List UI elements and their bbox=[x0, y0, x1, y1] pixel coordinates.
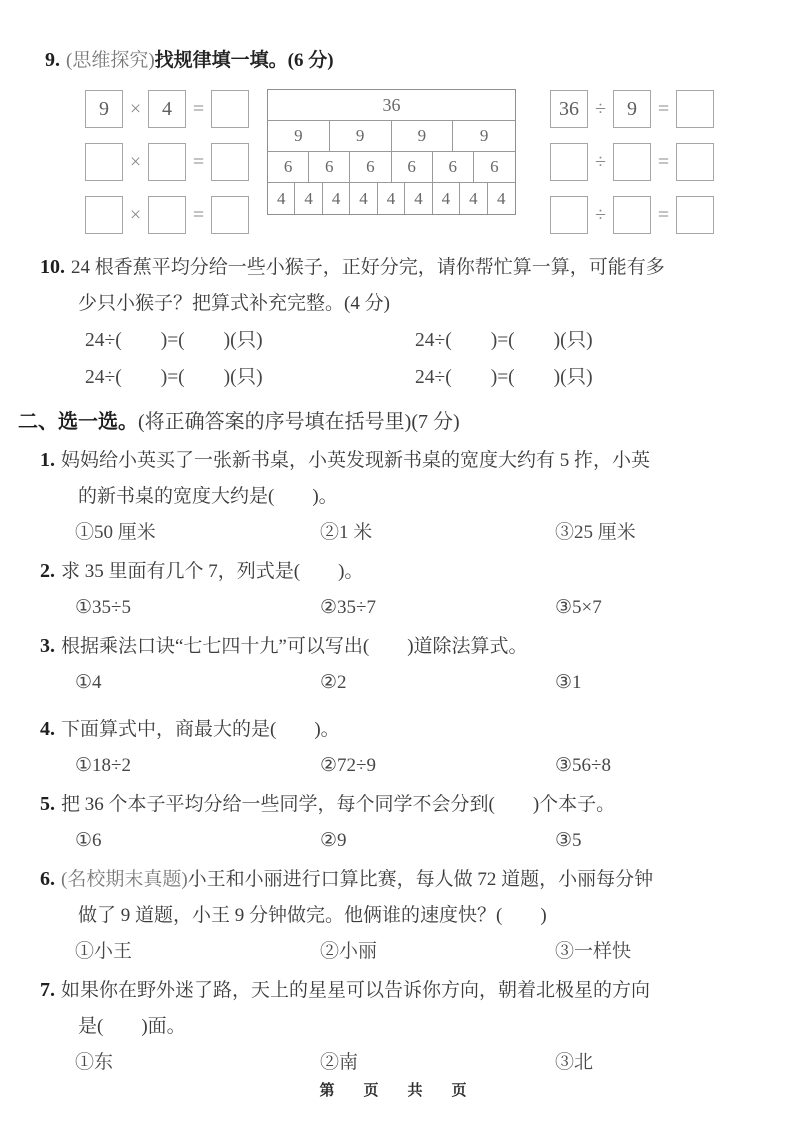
question-number: 1. bbox=[40, 449, 55, 471]
question-line bbox=[78, 1009, 757, 1045]
division-column bbox=[550, 89, 714, 235]
mcq-question-2 bbox=[40, 553, 757, 626]
factor-box: 4 bbox=[148, 90, 186, 128]
options-row bbox=[75, 1045, 757, 1081]
question-text: 24 根香蕉平均分给一些小猴子，正好分完，请你帮忙算一算，可能有多 bbox=[71, 257, 665, 278]
wall-cell-4: 4 bbox=[460, 183, 487, 214]
question-text: 把 36 个本子平均分给一些同学，每个同学不会分到( )个本子。 bbox=[61, 794, 616, 815]
mcq-question-6 bbox=[40, 861, 757, 970]
wall-cell-9: 9 bbox=[392, 121, 454, 152]
question-number: 2. bbox=[40, 560, 55, 582]
option-1: ①6 bbox=[75, 830, 102, 851]
option-1: ①东 bbox=[75, 1052, 114, 1073]
division-blank-equation: 24÷( )=( )(只) bbox=[415, 330, 593, 351]
multiplication-equation-row bbox=[85, 142, 249, 182]
equals-sign: = bbox=[192, 97, 205, 120]
mcq-question-7 bbox=[40, 972, 757, 1081]
divide-sign: ÷ bbox=[595, 203, 606, 226]
division-equation-row bbox=[550, 89, 714, 129]
factor-box bbox=[85, 196, 123, 234]
wall-cell-4: 4 bbox=[268, 183, 295, 214]
divisor-box bbox=[613, 143, 651, 181]
question-text: 妈妈给小英买了一张新书桌，小英发现新书桌的宽度大约有 5 拃，小英 bbox=[61, 450, 651, 471]
factor-box: 9 bbox=[85, 90, 123, 128]
question-text: 的新书桌的宽度大约是( )。 bbox=[78, 486, 338, 507]
wall-cell-6: 6 bbox=[268, 152, 309, 183]
options-row bbox=[75, 934, 757, 970]
multiply-sign: × bbox=[129, 150, 142, 173]
wall-cell-6: 6 bbox=[392, 152, 433, 183]
wall-cell-6: 6 bbox=[474, 152, 515, 183]
division-equation-row bbox=[550, 142, 714, 182]
option-3: ③1 bbox=[555, 672, 582, 693]
equals-sign: = bbox=[657, 97, 670, 120]
factor-box bbox=[148, 196, 186, 234]
question-text bbox=[61, 862, 653, 898]
question-line bbox=[40, 442, 757, 479]
factor-box bbox=[85, 143, 123, 181]
question-number: 7. bbox=[40, 979, 55, 1001]
option-2: ②9 bbox=[320, 830, 347, 851]
option-3: ③北 bbox=[555, 1052, 594, 1073]
q10-equations bbox=[85, 322, 757, 396]
question-line bbox=[40, 711, 757, 748]
wall-cell-4: 4 bbox=[295, 183, 322, 214]
factor-box bbox=[148, 143, 186, 181]
question-text: 下面算式中，商最大的是( )。 bbox=[61, 719, 340, 740]
question-line bbox=[40, 628, 757, 665]
wall-cell-4: 4 bbox=[433, 183, 460, 214]
division-blank-equation: 24÷( )=( )(只) bbox=[85, 330, 263, 351]
question-text: 是( )面。 bbox=[78, 1016, 186, 1037]
options-row bbox=[75, 590, 757, 626]
question-number: 5. bbox=[40, 793, 55, 815]
question-number: 3. bbox=[40, 635, 55, 657]
wall-cell-6: 6 bbox=[433, 152, 474, 183]
number-wall-table bbox=[267, 89, 516, 215]
division-blank-equation: 24÷( )=( )(只) bbox=[85, 367, 263, 388]
option-2: ②35÷7 bbox=[320, 597, 376, 618]
question-text-rest: 小王和小丽进行口算比赛，每人做 72 道题，小丽每分钟 bbox=[187, 869, 654, 890]
question-line bbox=[40, 972, 757, 1009]
dividend-box: 36 bbox=[550, 90, 588, 128]
mcq-question-5 bbox=[40, 786, 757, 859]
question-9-header bbox=[45, 46, 757, 75]
question-text: 根据乘法口诀“七七四十九”可以写出( )道除法算式。 bbox=[61, 636, 528, 657]
wall-cell-4: 4 bbox=[497, 188, 506, 208]
option-1: ①50 厘米 bbox=[75, 522, 156, 543]
question-line bbox=[40, 861, 757, 898]
section-2-header bbox=[18, 404, 757, 440]
question-line bbox=[40, 786, 757, 823]
question-line bbox=[78, 286, 757, 322]
option-2: ②2 bbox=[320, 672, 347, 693]
division-blank-equation: 24÷( )=( )(只) bbox=[415, 367, 593, 388]
wall-cell-4: 4 bbox=[323, 183, 350, 214]
option-2: ②1 米 bbox=[320, 522, 373, 543]
dividend-box bbox=[550, 143, 588, 181]
section-subtitle: (将正确答案的序号填在括号里)(7 分) bbox=[138, 411, 460, 433]
options-row bbox=[75, 748, 757, 784]
option-1: ①18÷2 bbox=[75, 755, 131, 776]
multiplication-equation-row bbox=[85, 89, 249, 129]
multiplication-equation-row bbox=[85, 195, 249, 235]
equals-sign: = bbox=[192, 150, 205, 173]
question-number: 9. bbox=[45, 49, 60, 71]
question-text: 求 35 里面有几个 7，列式是( )。 bbox=[61, 561, 364, 582]
mcq-question-1 bbox=[40, 442, 757, 551]
option-1: ①4 bbox=[75, 672, 102, 693]
option-1: ①35÷5 bbox=[75, 597, 131, 618]
multiplication-column bbox=[85, 89, 249, 235]
question-title: 找规律填一填。(6 分) bbox=[154, 50, 334, 71]
section-title: 二、选一选。 bbox=[18, 411, 138, 433]
wall-cell-9: 9 bbox=[268, 121, 330, 152]
question-text: 做了 9 道题，小王 9 分钟做完。他俩谁的速度快？( ) bbox=[78, 905, 547, 926]
option-3: ③5×7 bbox=[555, 597, 602, 618]
question-line bbox=[78, 898, 757, 934]
divisor-box: 9 bbox=[613, 90, 651, 128]
wall-cell-9: 9 bbox=[330, 121, 392, 152]
wall-cell-9: 9 bbox=[453, 121, 515, 152]
question-number: 4. bbox=[40, 718, 55, 740]
option-2: ②小丽 bbox=[320, 941, 378, 962]
answer-box bbox=[676, 143, 714, 181]
divide-sign: ÷ bbox=[595, 150, 606, 173]
option-3: ③5 bbox=[555, 830, 582, 851]
wall-cell-4: 4 bbox=[378, 183, 405, 214]
question-9-diagram bbox=[85, 89, 757, 235]
question-line bbox=[40, 249, 757, 286]
answer-box bbox=[211, 143, 249, 181]
page-footer: 第 页 共 页 bbox=[319, 1082, 474, 1099]
answer-box bbox=[211, 196, 249, 234]
wall-cell-36: 36 bbox=[268, 90, 515, 121]
multiply-sign: × bbox=[129, 97, 142, 120]
equals-sign: = bbox=[192, 203, 205, 226]
question-line bbox=[78, 479, 757, 515]
mcq-question-3 bbox=[40, 628, 757, 701]
options-row bbox=[75, 665, 757, 701]
equals-sign: = bbox=[657, 150, 670, 173]
division-equation-row bbox=[550, 195, 714, 235]
question-tag: (思维探究) bbox=[66, 50, 155, 71]
option-2: ②南 bbox=[320, 1052, 359, 1073]
mcq-question-4 bbox=[40, 711, 757, 784]
divisor-box bbox=[613, 196, 651, 234]
answer-box bbox=[211, 90, 249, 128]
option-3: ③56÷8 bbox=[555, 755, 611, 776]
wall-cell-4: 4 bbox=[350, 183, 377, 214]
option-1: ①小王 bbox=[75, 941, 133, 962]
answer-box bbox=[676, 196, 714, 234]
options-row bbox=[75, 823, 757, 859]
wall-cell-6: 6 bbox=[350, 152, 391, 183]
answer-box bbox=[676, 90, 714, 128]
divide-sign: ÷ bbox=[595, 97, 606, 120]
question-number: 6. bbox=[40, 868, 55, 890]
option-3: ③一样快 bbox=[555, 941, 632, 962]
wall-cell-6: 6 bbox=[309, 152, 350, 183]
equals-sign: = bbox=[657, 203, 670, 226]
option-3: ③25 厘米 bbox=[555, 522, 636, 543]
question-10 bbox=[40, 249, 757, 396]
question-number: 10. bbox=[40, 256, 65, 278]
option-2: ②72÷9 bbox=[320, 755, 376, 776]
wall-cell-4: 4 bbox=[405, 183, 432, 214]
options-row bbox=[75, 515, 757, 551]
question-text: 少只小猴子？把算式补充完整。(4 分) bbox=[78, 293, 390, 314]
dividend-box bbox=[550, 196, 588, 234]
question-text: 如果你在野外迷了路，天上的星星可以告诉你方向，朝着北极星的方向 bbox=[61, 980, 651, 1001]
multiply-sign: × bbox=[129, 203, 142, 226]
question-tag: (名校期末真题) bbox=[61, 869, 188, 890]
question-line bbox=[40, 553, 757, 590]
